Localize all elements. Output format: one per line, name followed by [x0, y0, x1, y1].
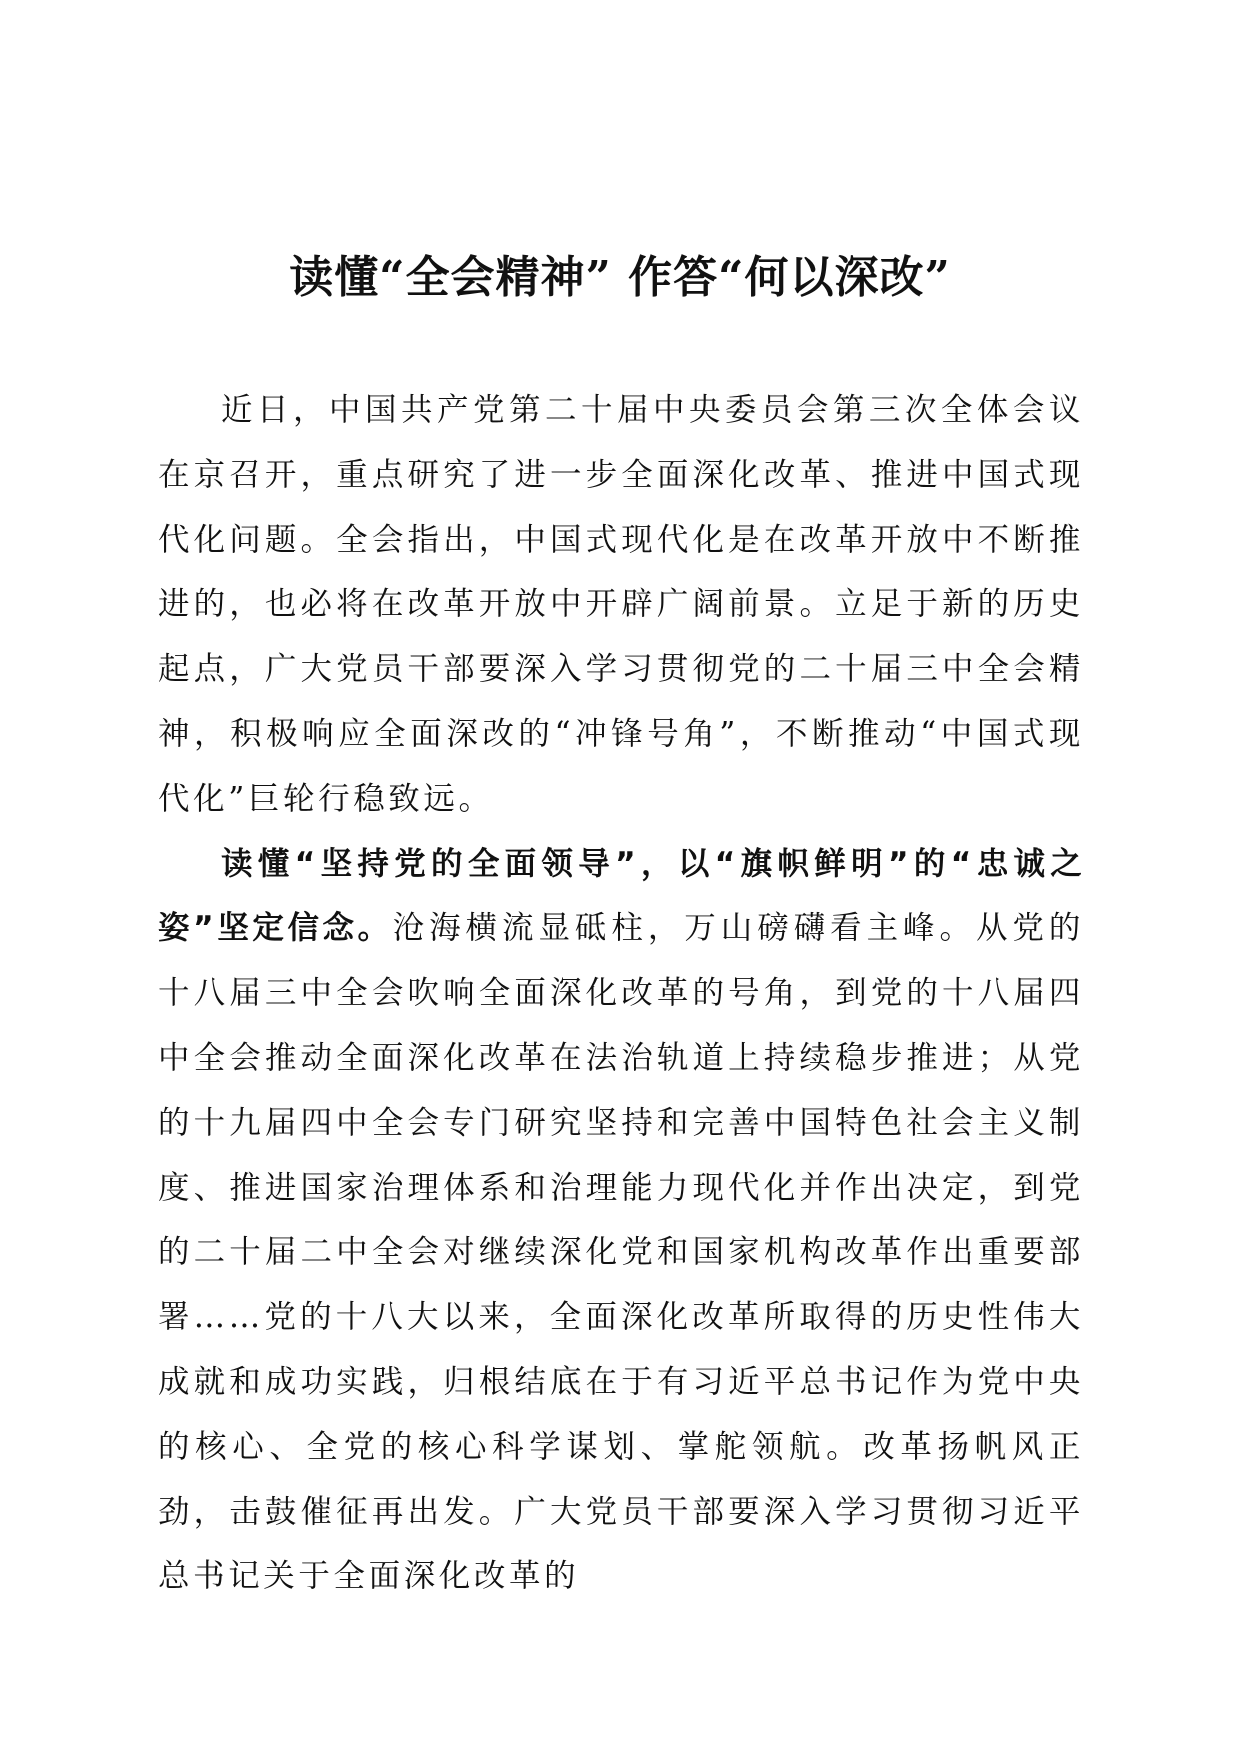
document-body: [158, 378, 1084, 1609]
paragraph-intro-text: 近日，中国共产党第二十届中央委员会第三次全体会议在京召开，重点研究了进一步全面深化改革、推进中国式现代化问题。全会指出，中国式现代化是在改革开放中不断推进的，也必将在改革开放中开辟广阔前景。立足于新的历史起点，广大党员干部要深入学习贯彻党的二十届三中全会精神，积极响应全面深改的“冲锋号角”，不断推动“中国式现代化”巨轮行稳致远。: [158, 392, 1084, 817]
paragraph-leadership: [158, 832, 1084, 1610]
document-title: 读懂“全会精神” 作答“何以深改”: [289, 252, 951, 303]
paragraph-leadership-heading: 读懂“坚持党的全面领导”，以“旗帜鲜明”的“忠诚之姿”坚定信念。: [158, 845, 1084, 947]
paragraph-leadership-text: 沧海横流显砥柱，万山磅礴看主峰。从党的十八届三中全会吹响全面深化改革的号角，到党的十八届四中全会推动全面深化改革在法治轨道上持续稳步推进；从党的十九届四中全会专门研究坚持和完善中国特色社会主义制度、推进国家治理体系和治理能力现代化并作出决定，到党的二十届二中全会对继续深化党和国家机构改革作出重要部署……党的十八大以来，全面深化改革所取得的历史性伟大成就和成功实践，归根结底在于有习近平总书记作为党中央的核心、全党的核心科学谋划、掌舵领航。改革扬帆风正劲，击鼓催征再出发。广大党员干部要深入学习贯彻习近平总书记关于全面深化改革的: [158, 910, 1084, 1595]
paragraph-intro: [158, 378, 1084, 832]
